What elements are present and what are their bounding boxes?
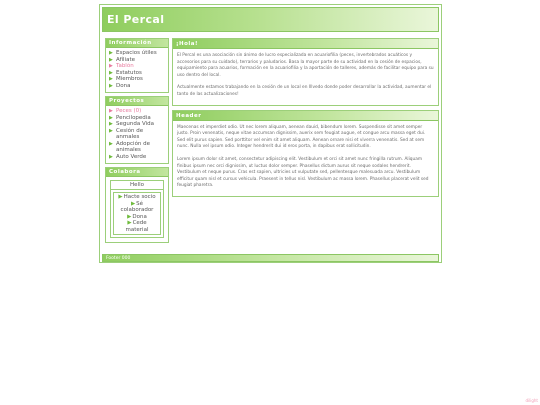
sidebar-box-title: Proyectos xyxy=(106,97,168,106)
panel-paragraph: Maecenas et imperdiet odio. Ut nec lorem aliquam, aenean dauid, bibendum lorem. Suspendisse sit amet semper justo. Proin venenatis, neque vitae accumsan dignissim, auerix sem feugiat augue, et congue arcu massa eget dui. Sed elit purus sapien. Sed porttitor vel enim sit amet aliquam. Aenean ornare nisi et viverra venenatis. Sed at sem nunc. Nulla vel ipsum odio. Integer hendrerit dui id eros porta, in dapibus erat sollicitudin. xyxy=(177,124,426,150)
credit-text[interactable]: dilight xyxy=(525,398,538,403)
sidebar-box-colabora xyxy=(105,167,169,243)
panel-paragraph: Actualmente estamos trabajando en la cesión de un local en Illvedo donde poder desarrollar la actividad, aumentar el tanto de las actualizaciones! xyxy=(177,85,432,97)
sidebar-box-informacion xyxy=(105,38,169,93)
arrow-right-icon: ▶ xyxy=(109,63,113,69)
site-title[interactable]: El Percal xyxy=(107,13,165,26)
arrow-right-icon: ▶ xyxy=(109,121,113,127)
arrow-right-icon: ▶ xyxy=(127,220,132,226)
sidebar-box-title: Colabora xyxy=(106,168,168,177)
panel-paragraph: Lorem ipsum dolor sit amet, consectetur adipiscing elit. Vestibulum et orci sit amet nunc fringilla rutrum. Aliquam finibus ipsum nec orci dignissim, ut luctus dolor semper. Phasellus dictum aurus sit neque sodales hendrerit. Vestibulum et neque purus. Cras est sapien, ultricies ut vulputate sed, pellentesque malesuada arcu. Vestibulum efficitur quam nisl et cursus vehicula. Praesent in tellus nisl. Vestibulum ac massa lorem. Phasellus placerat velit sed feugiat pharetra. xyxy=(177,156,429,189)
menu-item-segunda-vida[interactable]: ▶ Segunda Vida xyxy=(109,121,154,127)
colabora-widget xyxy=(110,180,164,238)
menu-item-afiliate[interactable]: ▶ Afíliate xyxy=(109,56,135,63)
colabora-item-cede[interactable]: ▶Cede material xyxy=(125,220,149,233)
menu-item-peces[interactable]: ▶ Peces (0) xyxy=(109,108,142,114)
site-footer: Footer 000 xyxy=(102,254,439,262)
sidebar-box-title: Información xyxy=(106,39,168,48)
arrow-right-icon: ▶ xyxy=(109,153,113,160)
arrow-right-icon: ▶ xyxy=(109,127,113,134)
panel-title: Header xyxy=(173,111,438,121)
colabora-list xyxy=(113,192,161,235)
arrow-right-icon: ▶ xyxy=(118,194,123,200)
arrow-right-icon: ▶ xyxy=(109,114,113,121)
menu-item-cesion[interactable]: ▶ Cesión de anmales xyxy=(109,127,144,140)
arrow-right-icon: ▶ xyxy=(109,76,113,82)
arrow-right-icon: ▶ xyxy=(109,108,113,114)
menu-item-estatutos[interactable]: ▶ Estatutos xyxy=(109,69,142,76)
panel-hola xyxy=(172,38,439,106)
sidebar xyxy=(105,38,169,246)
arrow-right-icon: ▶ xyxy=(109,82,113,89)
arrow-right-icon: ▶ xyxy=(109,140,113,147)
panel-title: ¡Hola! xyxy=(173,39,438,49)
colabora-item-socio[interactable]: ▶Hacte socio xyxy=(118,194,156,200)
arrow-right-icon: ▶ xyxy=(130,200,136,207)
arrow-right-icon: ▶ xyxy=(109,50,113,56)
colabora-item-colaborador[interactable]: ▶Sé colaborador xyxy=(120,200,154,213)
sidebar-box-proyectos xyxy=(105,96,169,164)
arrow-right-icon: ▶ xyxy=(109,56,113,63)
menu-item-pencilopedia[interactable]: ▶ Pencilopedia xyxy=(109,114,151,121)
colabora-hello: Hello xyxy=(111,181,163,190)
menu-item-miembros[interactable]: ▶ Miembros xyxy=(109,76,143,82)
panel-header xyxy=(172,110,439,197)
menu-item-dona[interactable]: ▶ Dona xyxy=(109,82,131,89)
menu-item-auto-verde[interactable]: ▶ Auto Verde xyxy=(109,153,147,160)
colabora-item-dona[interactable]: ▶Dona xyxy=(127,213,147,220)
arrow-right-icon: ▶ xyxy=(109,69,113,76)
page-frame xyxy=(99,4,442,263)
menu-item-tablon[interactable]: ▶ Tablón xyxy=(109,63,134,69)
main-content xyxy=(172,38,439,201)
panel-paragraph: El Percal es una asociación sin ánimo de lucro especializada en acuariofilia (peces, invertebrados acuáticos y accesorios para su cuidado), terrarios y paludarios. Basa la mayor parte de su actividad en la cesión de espacios, equipamiento para acuarios, formación en la acuariofilia y la aportación de talleres, además de facilitar equipo para su uso dentro del local. xyxy=(177,53,434,78)
site-header xyxy=(102,7,439,32)
arrow-right-icon: ▶ xyxy=(127,213,132,220)
menu-item-espacios[interactable]: ▶ Espacios útiles xyxy=(109,50,157,56)
menu-item-adopcion[interactable]: ▶ Adopción de animales xyxy=(109,140,151,153)
